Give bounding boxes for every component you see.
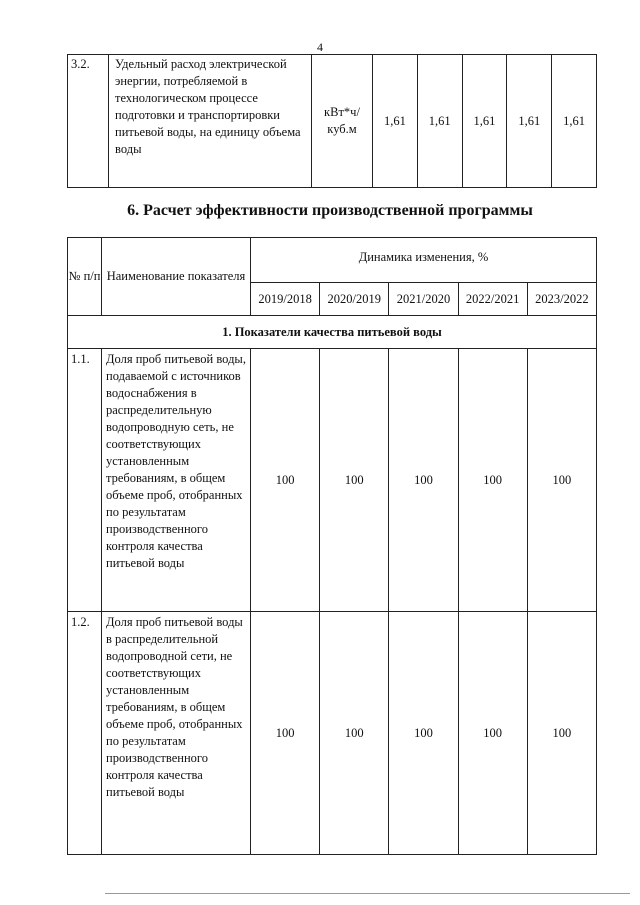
bottom-rule: [105, 893, 630, 894]
value-cell: 1,61: [552, 55, 597, 188]
header-row: [68, 238, 597, 283]
header-dynamics: Динамика изменения, %: [251, 238, 597, 283]
indicator-name: Удельный расход электрической энергии, потребляемой в технологическом процессе подготовки и транспортировки питьевой воды, на единицу объема воды: [109, 55, 312, 188]
value-cell: 1,61: [373, 55, 418, 188]
row-number: 1.1.: [68, 349, 102, 612]
value-cell: 100: [389, 612, 458, 855]
value-cell: 1,61: [417, 55, 462, 188]
header-year: 2019/2018: [251, 283, 320, 316]
header-year: 2022/2021: [458, 283, 527, 316]
table-row: [68, 55, 597, 188]
value-cell: 100: [389, 349, 458, 612]
value-cell: 1,61: [462, 55, 507, 188]
header-year: 2021/2020: [389, 283, 458, 316]
unit-cell: кВт*ч/ куб.м: [312, 55, 373, 188]
header-name: Наименование показателя: [102, 238, 251, 316]
value-cell: 100: [320, 349, 389, 612]
value-cell: 100: [458, 612, 527, 855]
value-cell: 100: [251, 612, 320, 855]
efficiency-table: [67, 237, 597, 855]
header-number: № п/п: [68, 238, 102, 316]
row-number: 1.2.: [68, 612, 102, 855]
table-row: [68, 612, 597, 855]
value-cell: 100: [458, 349, 527, 612]
value-cell: 1,61: [507, 55, 552, 188]
page-number: 4: [317, 40, 323, 54]
value-cell: 100: [527, 349, 596, 612]
header-year: 2020/2019: [320, 283, 389, 316]
indicator-name: Доля проб питьевой воды, подаваемой с источников водоснабжения в распределительную водопроводную сеть, не соответствующих установленным требованиям, в общем объеме проб, отобранных по результатам производственного контроля качества питьевой воды: [102, 349, 251, 612]
indicator-name: Доля проб питьевой воды в распределительной водопроводной сети, не соответствующих установленным требованиям, в общем объеме проб, отобранных по результатам производственного контроля качества питьевой воды: [102, 612, 251, 855]
group-row: [68, 316, 597, 349]
group-title: 1. Показатели качества питьевой воды: [68, 316, 597, 349]
header-year: 2023/2022: [527, 283, 596, 316]
continuation-table: [67, 54, 597, 188]
row-number: 3.2.: [68, 55, 109, 188]
table-row: [68, 349, 597, 612]
value-cell: 100: [251, 349, 320, 612]
value-cell: 100: [527, 612, 596, 855]
value-cell: 100: [320, 612, 389, 855]
section-title: 6. Расчет эффективности производственной программы: [127, 202, 533, 219]
